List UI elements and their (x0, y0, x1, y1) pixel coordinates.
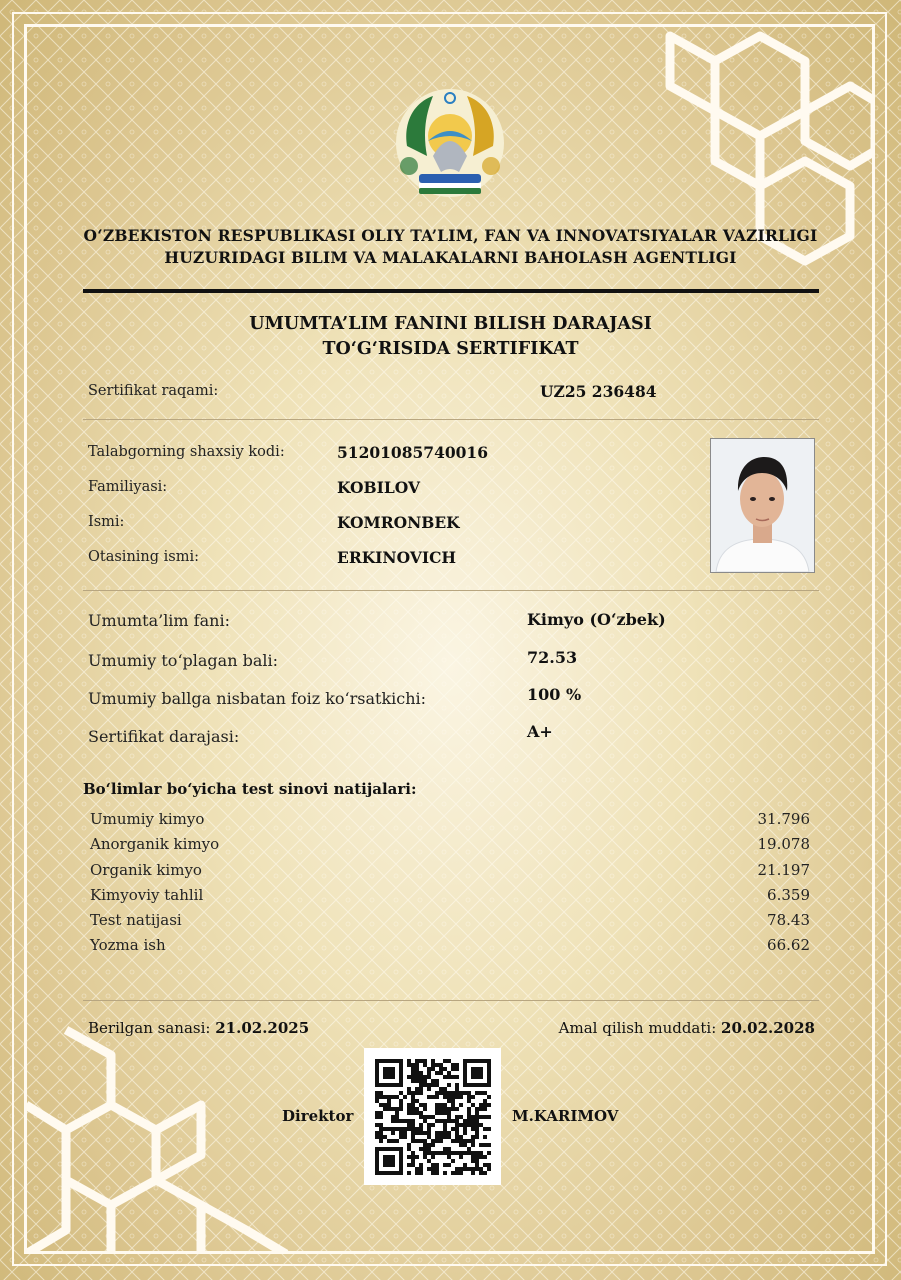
section-name: Yozma ish (90, 936, 166, 954)
issue-date (88, 1019, 309, 1037)
patronymic-value: ERKINOVICH (337, 548, 457, 567)
qr-code-icon (364, 1048, 501, 1185)
person-photo-icon (711, 439, 814, 572)
total-score-label: Umumiy to‘plagan bali: (88, 651, 278, 670)
header-divider (83, 289, 819, 293)
qr-code[interactable] (364, 1048, 501, 1185)
total-score-value: 72.53 (527, 648, 578, 667)
valid-until-value: 20.02.2028 (721, 1019, 815, 1037)
certificate-title-line-1: UMUMTA’LIM FANINI BILISH DARAJASI (249, 314, 652, 334)
first-name-value: KOMRONBEK (337, 513, 460, 532)
ministry-line-1: O‘ZBEKISTON RESPUBLIKASI OLIY TA’LIM, FAN VA INNOVATSIYALAR VAZIRLIGI (83, 226, 818, 245)
section-name: Test natijasi (90, 911, 182, 929)
certificate-number-label: Sertifikat raqami: (88, 383, 219, 399)
state-emblem-icon (393, 86, 507, 200)
first-name-label: Ismi: (88, 514, 125, 530)
surname-value: KOBILOV (337, 478, 421, 497)
section-name: Organik kimyo (90, 861, 202, 879)
divider-3 (83, 1000, 819, 1001)
divider-1 (83, 419, 819, 420)
section-name: Umumiy kimyo (90, 810, 205, 828)
director-label: Direktor (282, 1107, 354, 1125)
ministry-line-2: HUZURIDAGI BILIM VA MALAKALARNI BAHOLASH AGENTLIGI (164, 248, 737, 267)
valid-until-label: Amal qilish muddati: (558, 1019, 717, 1037)
issue-date-label: Berilgan sanasi: (88, 1019, 211, 1037)
grade-value: A+ (527, 722, 553, 741)
surname-label: Familiyasi: (88, 479, 168, 495)
director-name: M.KARIMOV (512, 1107, 619, 1125)
personal-code-label: Talabgorning shaxsiy kodi: (88, 444, 285, 460)
section-score: 21.197 (757, 861, 810, 879)
certificate-title-line-2: TO‘G‘RISIDA SERTIFIKAT (322, 339, 579, 359)
section-score: 66.62 (767, 936, 810, 954)
percentage-label: Umumiy ballga nisbatan foiz ko‘rsatkichi: (88, 689, 427, 708)
sections-title: Bo‘limlar bo‘yicha test sinovi natijalari: (83, 780, 417, 798)
section-name: Anorganik kimyo (90, 835, 220, 853)
divider-2 (83, 590, 819, 591)
section-score: 78.43 (767, 911, 810, 929)
section-score: 31.796 (757, 810, 810, 828)
subject-value: Kimyo (O‘zbek) (527, 610, 666, 629)
bottom-left-ornament (26, 1010, 356, 1254)
subject-label: Umumta’lim fani: (88, 611, 230, 630)
section-score: 6.359 (767, 886, 810, 904)
valid-until (559, 1019, 815, 1037)
section-name: Kimyoviy tahlil (90, 886, 204, 904)
certificate-number-value: UZ25 236484 (540, 382, 657, 401)
grade-label: Sertifikat darajasi: (88, 727, 240, 746)
section-score: 19.078 (757, 835, 810, 853)
patronymic-label: Otasining ismi: (88, 549, 199, 565)
personal-code-value: 51201085740016 (337, 443, 488, 462)
percentage-value: 100 % (527, 685, 582, 704)
applicant-photo (710, 438, 815, 573)
issue-date-value: 21.02.2025 (215, 1019, 310, 1037)
